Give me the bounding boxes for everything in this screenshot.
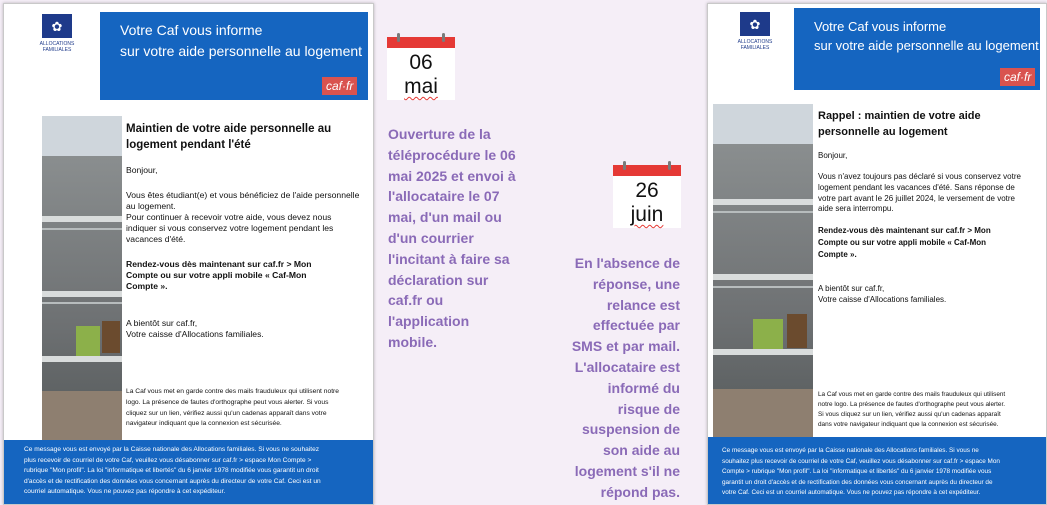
- email-footer: Ce message vous est envoyé par la Caisse nationale des Allocations familiales. Si vous ne souhaitez plus recevoir de courriel de votre Caf, veuillez vous désabonner sur caf.fr > espace Mon Compte > rubrique "Mon profil". La loi "informatique et libertés" du 6 janvier 1978 modifiée vous garantit un droit d'accès et de rectification des données vous concernant auprès du directeur de votre Caf. Ceci est un courriel automatique. Vous ne pouvez pas répondre à cet expéditeur.: [708, 437, 1046, 505]
- fraud-warning: La Caf vous met en garde contre des mails frauduleux qui utilisent notre logo. La présence de fautes d'orthographe peut vous alerter. Si vous cliquez sur un lien, vérifiez aussi qu'un cadenas apparaît dans votre navigateur indiquant que la connexion est sécurisée.: [126, 388, 340, 428]
- email-body: [126, 121, 364, 340]
- calendar-month: juin: [630, 203, 664, 226]
- email-preview-initial: [3, 3, 374, 505]
- signoff: A bientôt sur caf.fr, Votre caisse d'Allocations familiales.: [126, 318, 264, 339]
- logo-text: ALLOCATIONS FAMILIALES: [39, 41, 75, 53]
- calendar-month: mai: [404, 75, 438, 98]
- caf-fr-badge: caf·fr: [1000, 68, 1035, 86]
- email-paragraph: Vous n'avez toujours pas déclaré si vous conservez votre logement pendant les vacances d'été. Sans réponse de votre part avant le 26 juillet 2024, le versement de votre aide sera interrompu.: [818, 172, 1021, 214]
- greeting: Bonjour,: [818, 151, 848, 160]
- email-title: Rappel : maintien de votre aide personnelle au logement: [818, 110, 981, 138]
- header-line-1: Votre Caf vous informe: [120, 22, 263, 38]
- caf-fr-badge: caf·fr: [322, 77, 357, 95]
- caf-logo: [35, 12, 79, 56]
- header-line-2: sur votre aide personnelle au logement: [120, 43, 363, 59]
- caf-emblem-icon: ✿: [740, 12, 770, 36]
- calendar-day: 06: [409, 51, 433, 74]
- timeline-step-opening: Ouverture de la téléprocédure le 06 mai 2025 et envoi à l'allocataire le 07 mai, d'un mail ou d'un courrier l'incitant à faire sa déclaration sur caf.fr ou l'application mobile.: [388, 126, 516, 350]
- timeline-step-reminder: En l'absence de réponse, une relance est effectuée par SMS et par mail. L'allocataire est informé du risque de suspension de son aide au logement s'il ne répond pas.: [571, 255, 680, 500]
- calendar-icon-may: [387, 37, 455, 100]
- cta-link[interactable]: Rendez-vous dès maintenant sur caf.fr > Mon Compte ou sur votre appli mobile « Caf-Mon Compte ».: [818, 226, 991, 260]
- signoff: A bientôt sur caf.fr, Votre caisse d'Allocations familiales.: [818, 284, 947, 305]
- calendar-icon-june: [613, 165, 681, 228]
- building-photo: [42, 116, 122, 441]
- fraud-warning: La Caf vous met en garde contre des mails frauduleux qui utilisent notre logo. La présence de fautes d'orthographe peut vous alerter. Si vous cliquez sur un lien, vérifiez aussi qu'un cadenas apparaît dans votre navigateur indiquant que la connexion est sécurisée.: [818, 391, 1006, 428]
- email-paragraph: Vous êtes étudiant(e) et vous bénéficiez de l'aide personnelle au logement. Pour continuer à recevoir votre aide, vous devez nous indiquer si vous conservez votre logement pendant les vacances d'été.: [126, 190, 360, 244]
- email-footer: Ce message vous est envoyé par la Caisse nationale des Allocations familiales. Si vous ne souhaitez plus recevoir de courriel de votre Caf, veuillez vous désabonner sur caf.fr > espace Mon Compte > rubrique "Mon profil". La loi "informatique et libertés" du 6 janvier 1978 modifiée vous garantit un droit d'accès et de rectification des données vous concernant auprès du directeur de votre Caf. Ceci est un courriel automatique. Vous ne pouvez pas répondre à cet expéditeur.: [4, 440, 373, 505]
- header-line-1: Votre Caf vous informe: [814, 19, 947, 34]
- greeting: Bonjour,: [126, 165, 158, 175]
- calendar-day: 26: [635, 179, 659, 202]
- email-preview-reminder: [707, 3, 1047, 505]
- cta-link[interactable]: Rendez-vous dès maintenant sur caf.fr > Mon Compte ou sur votre appli mobile « Caf-Mon Compte ».: [126, 259, 312, 291]
- email-body: [818, 108, 1040, 305]
- header-line-2: sur votre aide personnelle au logement: [814, 38, 1039, 53]
- building-photo: [713, 104, 813, 439]
- logo-text: ALLOCATIONS FAMILIALES: [737, 39, 773, 51]
- caf-emblem-icon: ✿: [42, 14, 72, 38]
- caf-logo: [733, 10, 777, 54]
- email-title: Maintien de votre aide personnelle au logement pendant l'été: [126, 123, 332, 151]
